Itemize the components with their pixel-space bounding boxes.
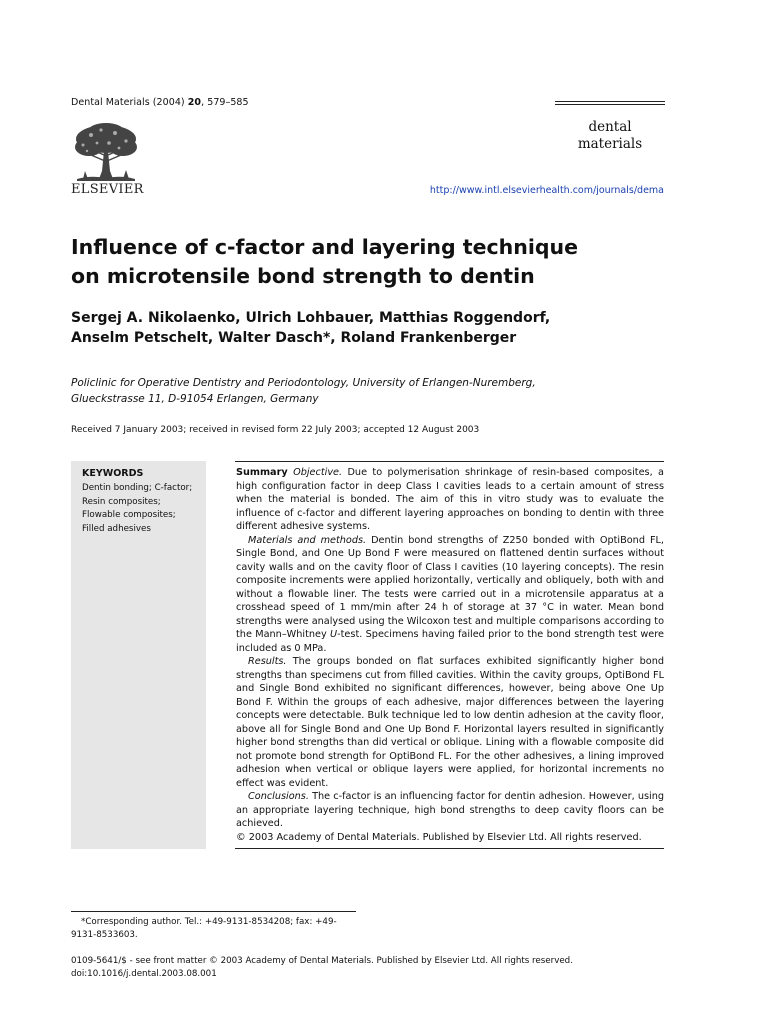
abstract-conclusions <box>236 790 664 831</box>
footnote-line1: *Corresponding author. Tel.: +49-9131-8534208; fax: +49- <box>81 917 337 927</box>
keyword-item: Flowable composites; <box>82 510 176 520</box>
keyword-item: Filled adhesives <box>82 523 151 534</box>
methods-u-italic: U <box>330 629 338 640</box>
methods-text-a: Dentin bond strengths of Z250 bonded with OptiBond FL, Single Bond, and One Up Bond F were measured on flattened dentin surfaces without cavity walls and on the cavity floor of Class I cavities (10 layering concepts). The resin composite increments were applied horizontally, vertically and obliquely, both with and without a flowable liner. The tests were carried out in a microtensile apparatus at a crosshead speed of 1 mm/min after 24 h of storage at 37 °C in water. Mean bond strengths were analysed using the Wilcoxon test and multiple comparisons according to the Mann–Whitney <box>236 534 664 640</box>
journal-url-link[interactable]: http://www.intl.elsevierhealth.com/journals/dema <box>429 185 664 196</box>
affiliation <box>71 375 691 407</box>
footer-issn: 0109-5641/$ - see front matter © 2003 Academy of Dental Materials. Published by Elsevier Ltd. All rights reserved. <box>71 956 573 966</box>
journal-name <box>555 119 665 153</box>
results-text: The groups bonded on flat surfaces exhibited significantly higher bond strengths than specimens cut from filled cavities. Within the cavity groups, OptiBond FL and Single Bond exhibited no significant differences, however, being above One Up Bond F. Within the groups of each adhesive, major differences between the layering concepts were detectable. Bulk technique led to low dentin adhesion at the cavity floor, above all for Single Bond and One Up Bond F. Horizontal layers resulted in significantly higher bond strengths than did vertical or oblique. Lining with a flowable composite did not promote bond strength for OptiBond FL. For the other adhesives, a lining improved adhesion when vertical or oblique layers were applied, for horizontal increments no effect was evident. <box>236 656 664 789</box>
footer-doi[interactable]: doi:10.1016/j.dental.2003.08.001 <box>71 969 217 979</box>
journal-name-line2: materials <box>577 136 643 152</box>
abstract-results <box>236 655 664 790</box>
page-footer <box>71 955 573 981</box>
authors-line1: Sergej A. Nikolaenko, Ulrich Lohbauer, Matthias Roggendorf, <box>71 310 551 326</box>
affiliation-line2: Glueckstrasse 11, D-91054 Erlangen, Germany <box>71 393 319 405</box>
abstract-bottom-rule <box>235 848 664 849</box>
citation-pages: , 579–585 <box>201 97 249 108</box>
journal-name-line1: dental <box>588 119 632 135</box>
objective-label: Objective. <box>293 467 343 478</box>
corresponding-author-footnote <box>71 916 361 942</box>
keywords-heading: KEYWORDS <box>82 468 144 479</box>
keywords-list <box>82 482 192 536</box>
citation-journal: Dental Materials (2004) <box>71 97 188 108</box>
article-dates: Received 7 January 2003; received in revised form 22 July 2003; accepted 12 August 2003 <box>71 425 480 435</box>
title-line2: on microtensile bond strength to dentin <box>71 264 535 288</box>
conclusions-label: Conclusions. <box>248 791 309 802</box>
journal-citation <box>71 97 249 108</box>
article-title <box>71 233 691 291</box>
footnote-line2: 9131-8533603. <box>71 930 138 940</box>
abstract-methods <box>236 534 664 656</box>
keyword-item: Dentin bonding; C-factor; <box>82 483 193 493</box>
keywords-box <box>71 461 206 849</box>
journal-rules <box>555 101 665 107</box>
affiliation-line1: Policlinic for Operative Dentistry and Periodontology, University of Erlangen-Nuremberg, <box>71 377 536 389</box>
conclusions-text: The c-factor is an influencing factor for dentin adhesion. However, using an appropriate layering technique, high bond strengths to deep cavity floors can be achieved. <box>236 791 664 829</box>
footnote-rule <box>71 911 356 912</box>
publisher-name: ELSEVIER <box>71 182 144 197</box>
abstract-top-rule <box>235 461 664 462</box>
abstract <box>236 466 664 844</box>
author-list <box>71 309 691 348</box>
abstract-objective <box>236 466 664 534</box>
title-line1: Influence of c-factor and layering technique <box>71 235 579 259</box>
abstract-copyright: © 2003 Academy of Dental Materials. Published by Elsevier Ltd. All rights reserved. <box>236 831 642 843</box>
methods-label: Materials and methods. <box>248 534 367 546</box>
citation-volume: 20 <box>187 97 202 108</box>
keyword-item: Resin composites; <box>82 496 161 507</box>
summary-label: Summary <box>236 467 288 478</box>
authors-line2: Anselm Petschelt, Walter Dasch*, Roland Frankenberger <box>71 329 517 346</box>
methods-text-b: -test. Specimens having failed prior to the bond strength test were included as 0 MPa. <box>236 629 664 654</box>
objective-text: Due to polymerisation shrinkage of resin-based composites, a high configuration factor in deep Class I cavities leads to a certain amount of stress when the material is bonded. The aim of this in vitro study was to evaluate the influence of c-factor and different layering approaches on bonding to dentin with three different adhesive systems. <box>236 467 664 532</box>
results-label: Results. <box>248 656 287 667</box>
